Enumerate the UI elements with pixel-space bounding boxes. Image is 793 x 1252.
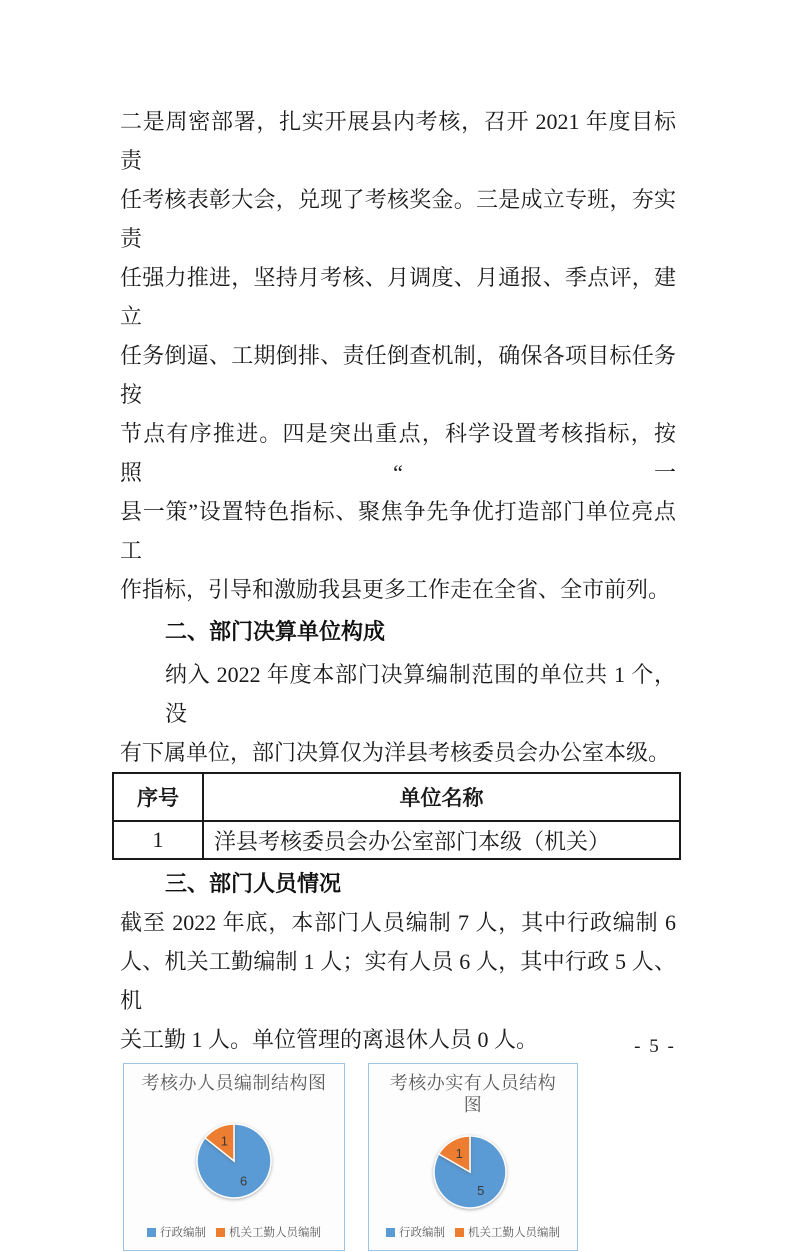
- legend-label: 行政编制: [160, 1227, 206, 1239]
- paragraph-line: 任务倒逼、工期倒排、责任倒查机制，确保各项目标任务按: [120, 343, 676, 407]
- section2-heading: 二、部门决算单位构成: [165, 619, 386, 644]
- paragraph-line: 任考核表彰大会，兑现了考核奖金。三是成立专班，夯实责: [120, 187, 676, 251]
- unit-table: [112, 772, 681, 860]
- legend-swatch-icon: [147, 1228, 156, 1237]
- pie-data-label: 6: [240, 1173, 248, 1189]
- chart-title-line: 考核办人员编制结构图: [141, 1073, 327, 1093]
- table-cell-unit-name: 洋县考核委员会办公室部门本级（机关）: [203, 821, 680, 859]
- paragraph-line: 截至 2022 年底，本部门人员编制 7 人，其中行政编制 6: [120, 910, 676, 935]
- pie-data-label: 5: [477, 1183, 485, 1199]
- table-header-row: [113, 773, 680, 821]
- paragraph-line: 有下属单位，部门决算仅为洋县考核委员会办公室本级。: [120, 740, 671, 765]
- paragraph-continuation: [120, 102, 676, 609]
- paragraph-line: 作指标，引导和激励我县更多工作走在全省、全市前列。: [120, 577, 671, 602]
- legend-item: [216, 1224, 321, 1240]
- paragraph-line: 人、机关工勤编制 1 人；实有人员 6 人，其中行政 5 人、机: [120, 949, 676, 1013]
- legend-swatch-icon: [216, 1228, 225, 1237]
- table-cell-seq: 1: [113, 821, 203, 859]
- paragraph-line: 节点有序推进。四是突出重点，科学设置考核指标，按照“一: [120, 421, 676, 485]
- legend-label: 行政编制: [399, 1227, 445, 1239]
- table-header-unit-name: 单位名称: [203, 773, 680, 821]
- charts-row: [123, 1063, 676, 1251]
- section3-paragraph: [120, 903, 676, 1059]
- page-number: - 5 -: [634, 1036, 676, 1057]
- paragraph-line: 县一策”设置特色指标、聚焦争先争优打造部门单位亮点工: [120, 499, 676, 563]
- page-content: [120, 102, 676, 1251]
- legend-item: [386, 1224, 445, 1240]
- legend-label: 机关工勤人员编制: [229, 1227, 321, 1239]
- paragraph-line: 任强力推进，坚持月考核、月调度、月通报、季点评，建立: [120, 265, 676, 329]
- pie-data-label: 1: [455, 1145, 463, 1161]
- paragraph-line: 纳入 2022 年度本部门决算编制范围的单位共 1 个，没: [165, 662, 676, 726]
- legend-swatch-icon: [386, 1228, 395, 1237]
- legend-swatch-icon: [455, 1228, 464, 1237]
- paragraph-line: 二是周密部署，扎实开展县内考核，召开 2021 年度目标责: [120, 109, 676, 173]
- chart-legend: [369, 1224, 577, 1240]
- section2-paragraph: [120, 655, 676, 772]
- pie-chart-actual-staff: [368, 1063, 578, 1251]
- chart-title-line: 考核办实有人员结构: [389, 1073, 557, 1093]
- pie-chart-authorized-staff: [123, 1063, 345, 1251]
- table-header-seq: 序号: [113, 773, 203, 821]
- pie-data-label: 1: [220, 1133, 228, 1149]
- legend-item: [147, 1224, 206, 1240]
- section3-heading: 三、部门人员情况: [165, 871, 342, 896]
- chart-legend: [124, 1224, 344, 1240]
- table-row: [113, 821, 680, 859]
- paragraph-line: 关工勤 1 人。单位管理的离退休人员 0 人。: [120, 1027, 539, 1052]
- chart-title-line: 图: [463, 1095, 483, 1115]
- legend-label: 机关工勤人员编制: [468, 1227, 560, 1239]
- legend-item: [455, 1224, 560, 1240]
